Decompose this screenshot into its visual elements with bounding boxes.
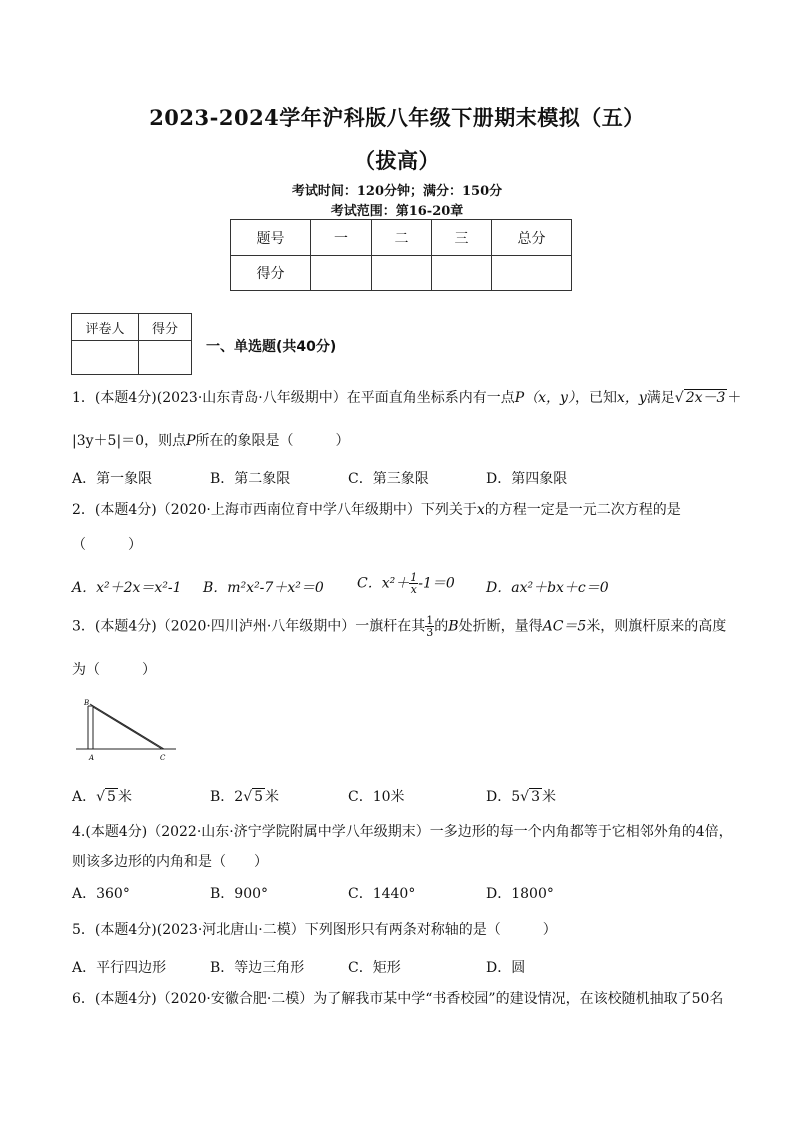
option-a[interactable]: A．√ 5 米: [72, 789, 132, 805]
score-table-header: 一: [311, 220, 372, 256]
option-d[interactable]: D．ax²＋bx＋c＝0: [486, 580, 609, 596]
point-p: P: [186, 433, 196, 449]
section-title: 一、单选题(共40分): [206, 339, 337, 355]
score-table-header: 二: [372, 220, 432, 256]
sqrt-radicand: 5: [254, 789, 264, 805]
option-c[interactable]: C．10米: [348, 789, 405, 805]
option-b[interactable]: B．900°: [210, 886, 269, 902]
document-title: 2023-2024学年沪科版八年级下册期末模拟（五）: [149, 105, 645, 130]
plus-sign: ＋: [727, 390, 742, 406]
question-1-text: ，已知: [574, 390, 617, 406]
question-5: 5．(本题4分)(2023·河北唐山·二模）下列图形只有两条对称轴的是（ ）: [72, 922, 557, 938]
point-b: B: [448, 618, 459, 635]
question-1: 1．(本题4分)(2023·山东青岛·八年级期中）在平面直角坐标系内有一点P（x，y），已知x，y满足√ 2x－3 ＋: [72, 390, 742, 406]
unit: 米: [117, 789, 132, 805]
option-d[interactable]: D．第四象限: [486, 471, 568, 487]
variables-xy: x，y: [616, 390, 647, 406]
grader-table: [71, 313, 192, 375]
exam-time: 考试时间：120分钟；满分：150分: [291, 184, 503, 199]
option-d[interactable]: D．1800°: [486, 886, 554, 902]
point-p: P（x，y）: [514, 390, 575, 406]
label-b: B: [84, 699, 90, 707]
score-table-header: 题号: [231, 220, 311, 256]
score-cell: [492, 256, 572, 291]
question-1-text: 所在的象限是（ ）: [195, 433, 350, 449]
option-a[interactable]: A．第一象限: [72, 471, 153, 487]
question-1-text: 满足: [646, 390, 675, 406]
score-cell: [311, 256, 372, 291]
option-a-text: A．: [72, 789, 97, 805]
option-b[interactable]: B．第二象限: [210, 471, 291, 487]
option-c[interactable]: C．1440°: [348, 886, 416, 902]
fraction: [425, 615, 434, 638]
label-c: C: [160, 754, 166, 762]
score-table: [230, 219, 572, 291]
fraction-numerator: 1: [426, 614, 434, 627]
question-3-line2: 为（ ）: [72, 662, 156, 678]
fraction: [409, 572, 418, 595]
option-c-text: -1＝0: [418, 575, 455, 592]
question-4-line2: 则该多边形的内角和是（ ）: [72, 854, 268, 870]
sqrt-radicand: 3: [531, 789, 540, 805]
question-6: 6．(本题4分)（2020·安徽合肥·二模）为了解我市某中学“书香校园”的建设情况，在该校随机抽取了50名: [72, 991, 724, 1007]
option-b-text: B．2: [210, 789, 244, 805]
option-d[interactable]: D．圆: [486, 960, 526, 976]
question-2-line2: （ ）: [72, 537, 142, 553]
grader-cell: [72, 341, 139, 375]
score-table-header: 三: [432, 220, 492, 256]
option-b[interactable]: B．m²x²-7＋x²＝0: [203, 580, 324, 596]
question-3-options: [0, 786, 794, 806]
question-3-text: 处折断，量得: [458, 618, 543, 635]
unit: 米: [265, 789, 280, 805]
question-1-text: |3y＋5|＝0，则点: [72, 433, 187, 449]
question-3: [72, 615, 726, 638]
variable-x: x: [476, 502, 485, 518]
question-2: [72, 500, 681, 520]
question-5-options: [0, 957, 794, 977]
option-c-text: C．x²＋: [357, 575, 410, 592]
sqrt-expression: 2x－3: [685, 390, 726, 406]
score-cell: [432, 256, 492, 291]
fraction-denominator: 3: [426, 626, 434, 639]
question-2-text: 2．(本题4分)（2020·上海市西南位育中学八年级期中）下列关于: [72, 502, 477, 518]
option-b[interactable]: B．等边三角形: [210, 960, 305, 976]
option-c[interactable]: C．第三象限: [348, 471, 429, 487]
question-1-text: 1．(本题4分)(2023·山东青岛·八年级期中）在平面直角坐标系内有一点: [72, 390, 515, 406]
question-4-options: [0, 883, 794, 903]
option-a[interactable]: A．360°: [72, 886, 130, 902]
option-a[interactable]: A．平行四边形: [72, 960, 167, 976]
grader-score-cell: [139, 341, 192, 375]
option-c[interactable]: C．矩形: [348, 960, 401, 976]
grader-score-header: 得分: [139, 314, 192, 341]
question-2-options: [0, 572, 794, 600]
segment-ac: AC＝5: [542, 618, 587, 635]
question-1-line2: [72, 431, 350, 451]
grader-header: 评卷人: [72, 314, 139, 341]
unit: 米: [541, 789, 556, 805]
question-2-text: 的方程一定是一元二次方程的是: [484, 502, 681, 518]
option-b[interactable]: B．2√ 5 米: [210, 789, 280, 805]
score-cell: [372, 256, 432, 291]
option-d-text: D．5: [486, 789, 521, 805]
exam-scope: 考试范围：第16-20章: [330, 204, 464, 219]
question-3-text: 3．(本题4分)（2020·四川泸州·八年级期中）一旗杆在其: [72, 618, 426, 635]
label-a: A: [89, 754, 95, 762]
option-d[interactable]: D．5√ 3 米: [486, 789, 556, 805]
flagpole-figure: [72, 697, 178, 763]
option-c[interactable]: [357, 572, 455, 595]
document-subtitle: （拔高）: [354, 148, 440, 173]
option-a[interactable]: A．x²＋2x＝x²-1: [72, 580, 182, 596]
question-1-options: [0, 468, 794, 488]
question-3-text: 米，则旗杆原来的高度: [586, 618, 727, 635]
question-4: 4.(本题4分)（2022·山东·济宁学院附属中学八年级期末）一多边形的每一个内角都等于它相邻外角的4倍，: [72, 824, 733, 840]
fraction-denominator: x: [410, 583, 417, 596]
score-table-header: 总分: [492, 220, 572, 256]
question-3-text: 的: [434, 618, 449, 635]
score-table-row-label: 得分: [231, 256, 311, 291]
fraction-numerator: 1: [410, 571, 418, 584]
sqrt-radicand: 5: [107, 789, 116, 805]
